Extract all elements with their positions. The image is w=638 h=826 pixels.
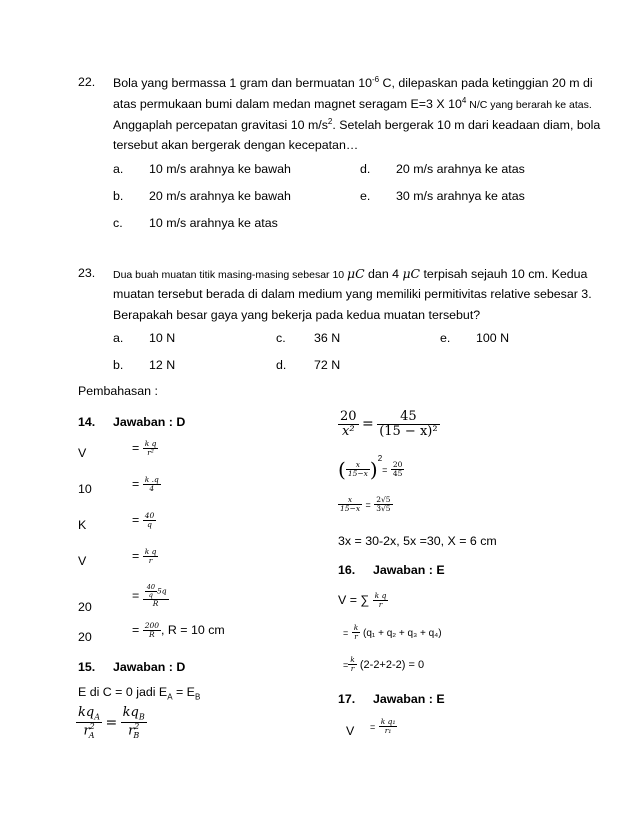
- s14-row5-eq: = $\frac{40}{q}$ 5q R: [132, 583, 167, 609]
- q23-option-b-text: 12 N: [149, 358, 176, 372]
- q22-line3: Anggaplah percepatan gravitasi 10 $m/s^2$. Setelah bergerak 10 m dari keadaan diam, bola: [113, 117, 601, 133]
- q22-line1: Bola yang bermassa 1 gram dan bermuatan $10^{-6}$ C, dilepaskan pada ketinggian 20 m di: [113, 75, 593, 91]
- q23-number: 23.: [78, 266, 96, 280]
- q22-option-c-letter: c.: [113, 216, 123, 230]
- s17-equation: = $\frac{\text{k q₁}}{\text{r₁}}$: [370, 717, 396, 736]
- s14-row2-eq: = $\frac{k .q}{4}$: [132, 475, 159, 494]
- s14-row4-label: V: [78, 554, 87, 568]
- s15-equation-ratio: $\frac{20}{\text{x²}}$ = $\frac{45}{\text{(15 − x)²}}$: [340, 409, 438, 440]
- q23-option-d-letter: d.: [276, 358, 287, 372]
- s14-row4-eq: = $\frac{\text{k q}}{r}$: [132, 547, 157, 566]
- q23-option-e-text: 100 N: [476, 331, 510, 345]
- s16-line1: V = ∑ $\frac{\text{k q}}{r}$: [338, 591, 387, 610]
- s15-equation-root: $\frac{x}{15-x}$ = $\frac{2√5}{3√5}$: [340, 495, 391, 514]
- s14-row3-label: K: [78, 518, 87, 532]
- pembahasan-heading: Pembahasan :: [78, 384, 158, 398]
- q22-option-d-letter: d.: [360, 162, 371, 176]
- s14-row3-eq: = $\frac{40}{q}$: [132, 511, 155, 530]
- q22-line2: atas permukaan bumi dalam medan magnet seragam E=3 X $10^4$ N/C yang berarah ke atas.: [113, 96, 592, 112]
- q23-line1: Dua buah muatan titik masing-masing sebesar 10 μC dan 4 μC terpisah sejauh 10 cm. Kedua: [113, 266, 588, 281]
- q23-option-e-letter: e.: [440, 331, 451, 345]
- q23-option-d-text: 72 N: [314, 358, 341, 372]
- s15-line1: E di C = 0 jadi $E_A = E_B$: [78, 685, 201, 702]
- s17-answer: Jawaban : E: [373, 692, 445, 706]
- q22-option-b-letter: b.: [113, 189, 124, 203]
- q23-option-c-text: 36 N: [314, 331, 341, 345]
- q23-option-b-letter: b.: [113, 358, 124, 372]
- s14-row6-eq: = $\frac{200}{R}$ , R = 10 cm: [132, 621, 225, 640]
- q23-option-c-letter: c.: [276, 331, 286, 345]
- s15-number: 15.: [78, 660, 96, 674]
- q22-option-e-text: 30 m/s arahnya ke atas: [396, 189, 525, 203]
- s14-row2-label: 10: [78, 482, 92, 496]
- q22-option-e-letter: e.: [360, 189, 371, 203]
- q23-option-a-letter: a.: [113, 331, 124, 345]
- q22-option-c-text: 10 m/s arahnya ke atas: [149, 216, 278, 230]
- q22-option-b-text: 20 m/s arahnya ke bawah: [149, 189, 291, 203]
- s15-equation-squared: ( $\frac{x}{15-x}$ )$^2$= $\frac{20}{45}$: [338, 454, 403, 482]
- q23-option-a-text: 10 N: [149, 331, 176, 345]
- q22-option-d-text: 20 m/s arahnya ke atas: [396, 162, 525, 176]
- q23-line3: Berapakah besar gaya yang bekerja pada kedua muatan tersebut?: [113, 308, 481, 322]
- q22-option-a-letter: a.: [113, 162, 124, 176]
- q22-line4: tersebut akan bergerak dengan kecepatan…: [113, 138, 359, 152]
- s17-number: 17.: [338, 692, 356, 706]
- s16-line3: = $\frac{k}{r}$ (2-2+2-2) = 0: [343, 655, 425, 674]
- s16-answer: Jawaban : E: [373, 563, 445, 577]
- s16-number: 16.: [338, 563, 356, 577]
- s14-row1-eq: = $\frac{\text{k q}}{\text{r²}}$: [132, 439, 157, 458]
- s14-row6-label: 20: [78, 630, 92, 644]
- s17-label: V: [346, 724, 355, 738]
- s14-answer: Jawaban : D: [113, 415, 186, 429]
- s15-answer: Jawaban : D: [113, 660, 186, 674]
- s16-line2: = $\frac{k}{r}$ (q₁ + q₂ + q₃ + q₄): [343, 623, 442, 642]
- s15-equation-main: $\frac{kq_A}{r^2_A}$ = $\frac{kq_B}{r^2_B}$: [78, 705, 145, 741]
- s14-row1-label: V: [78, 446, 87, 460]
- s14-row5-label: 20: [78, 600, 92, 614]
- s15-result: 3x = 30-2x, 5x =30, X = 6 cm: [338, 534, 497, 548]
- q22-option-a-text: 10 m/s arahnya ke bawah: [149, 162, 291, 176]
- q22-number: 22.: [78, 75, 96, 89]
- q23-line2: muatan tersebut berada di dalam medium yang memiliki permitivitas relative sebesar 3.: [113, 287, 592, 301]
- s14-number: 14.: [78, 415, 96, 429]
